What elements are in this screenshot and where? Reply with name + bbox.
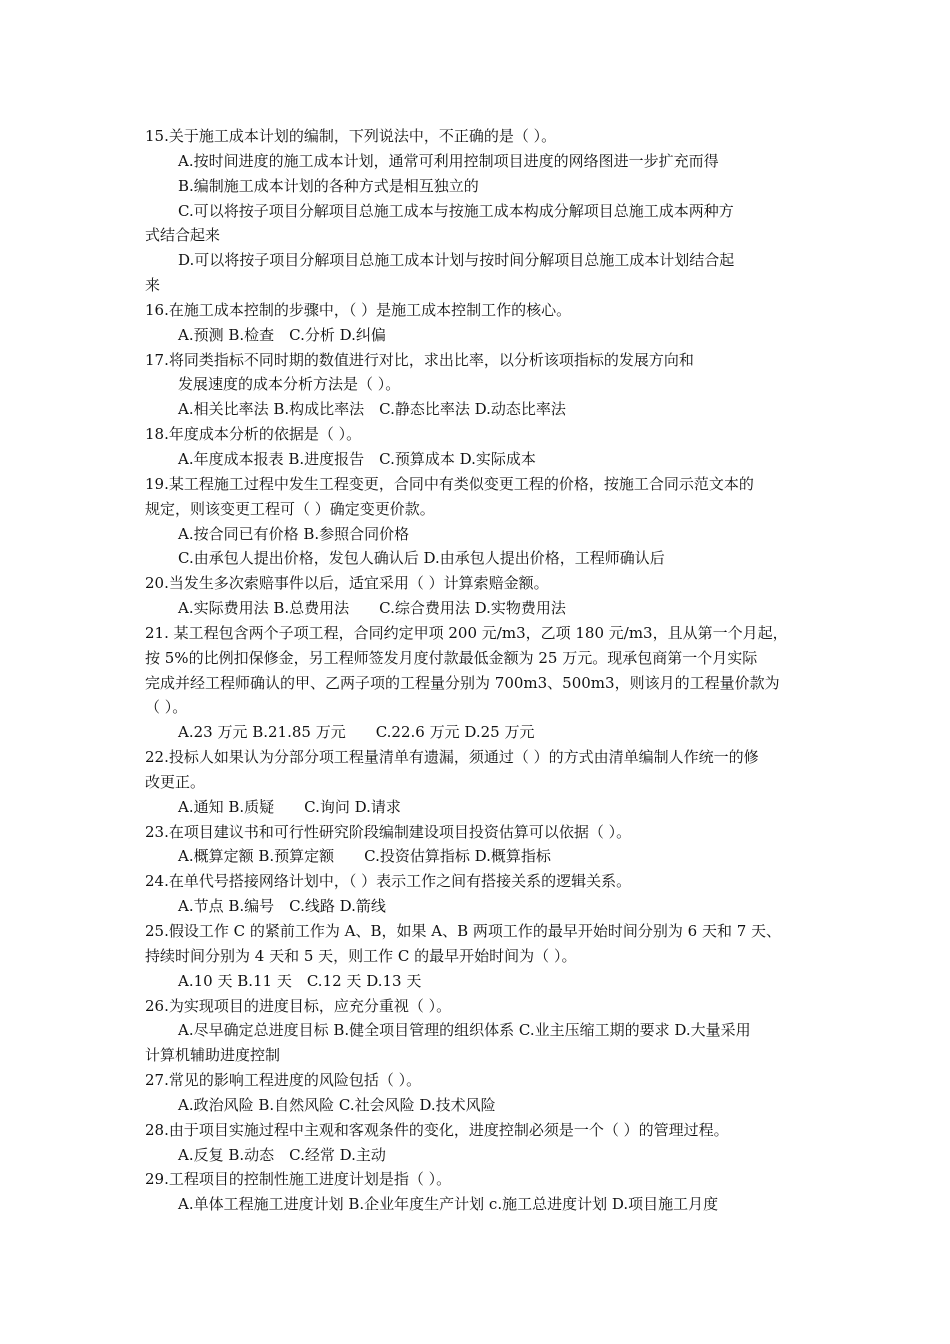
question-text-line: 24.在单代号搭接网络计划中，（ ）表示工作之间有搭接关系的逻辑关系。	[145, 872, 632, 891]
answer-option-line: C.可以将按子项目分解项目总施工成本与按施工成本构成分解项目总施工成本两种方	[178, 201, 734, 220]
answer-option-line: A.按合同已有价格 B.参照合同价格	[178, 524, 410, 543]
answer-option-line: A.按时间进度的施工成本计划，通常可利用控制项目进度的网络图进一步扩充而得	[178, 151, 719, 170]
question-text-line: 15.关于施工成本计划的编制，下列说法中，不正确的是（ ）。	[145, 127, 557, 145]
question-text-line: 17.将同类指标不同时期的数值进行对比，求出比率，以分析该项指标的发展方向和	[145, 350, 694, 369]
question-text-line: 18.年度成本分析的依据是（ ）。	[145, 425, 362, 444]
question-text-line: 按 5%的比例扣保修金，另工程师签发月度付款最低金额为 25 万元。现承包商第一个月实际	[145, 648, 758, 667]
question-text-line: 25.假设工作 C 的紧前工作为 A、B，如果 A、B 两项工作的最早开始时间分别为 6 天和 7 天、	[145, 922, 782, 940]
answer-option-line: A.政治风险 B.自然风险 C.社会风险 D.技术风险	[178, 1095, 496, 1114]
question-text-line: 20.当发生多次索赔事件以后，适宜采用（ ）计算索赔金额。	[145, 574, 549, 593]
answer-option-line: A.年度成本报表 B.进度报告 C.预算成本 D.实际成本	[178, 449, 536, 468]
answer-option-line: A.23 万元 B.21.85 万元 C.22.6 万元 D.25 万元	[178, 723, 535, 742]
answer-option-line: A.10 天 B.11 天 C.12 天 D.13 天	[178, 971, 422, 990]
answer-option-line: A.通知 B.质疑 C.询问 D.请求	[178, 797, 401, 816]
question-text-line: 22.投标人如果认为分部分项工程量清单有遗漏，须通过（ ）的方式由清单编制人作统一的修	[145, 748, 759, 767]
exam-questions-text	[145, 124, 810, 1217]
question-text-line: 持续时间分别为 4 天和 5 天，则工作 C 的最早开始时间为（ ）。	[145, 946, 577, 965]
answer-option-line: B.编制施工成本计划的各种方式是相互独立的	[178, 176, 479, 195]
question-text-line: 26.为实现项目的进度目标，应充分重视（ ）。	[145, 996, 452, 1015]
answer-option-line: A.预测 B.检查 C.分析 D.纠偏	[178, 325, 386, 344]
answer-option-line: A.概算定额 B.预算定额 C.投资估算指标 D.概算指标	[178, 847, 551, 866]
question-text-line: 19.某工程施工过程中发生工程变更，合同中有类似变更工程的价格，按施工合同示范文本的	[145, 474, 754, 493]
answer-option-line: A.节点 B.编号 C.线路 D.箭线	[178, 897, 386, 916]
question-text-line: 来	[145, 276, 161, 295]
answer-option-line: A.相关比率法 B.构成比率法 C.静态比率法 D.动态比率法	[178, 400, 566, 419]
question-text-line: 21. 某工程包含两个子项工程，合同约定甲项 200 元/m3，乙项 180 元/m3，且从第一个月起，	[145, 623, 788, 642]
question-text-line: 式结合起来	[145, 226, 221, 245]
answer-option-line: A.尽早确定总进度目标 B.健全项目管理的组织体系 C.业主压缩工期的要求 D.大量采用	[178, 1021, 751, 1040]
question-text-line: 27.常见的影响工程进度的风险包括（ ）。	[145, 1071, 422, 1090]
answer-option-line: C.由承包人提出价格，发包人确认后 D.由承包人提出价格，工程师确认后	[178, 549, 665, 568]
answer-option-line: A.实际费用法 B.总费用法 C.综合费用法 D.实物费用法	[178, 599, 566, 618]
answer-option-line: A.反复 B.动态 C.经常 D.主动	[178, 1145, 386, 1164]
question-text-line: 规定，则该变更工程可（ ）确定变更价款。	[145, 499, 435, 518]
question-text-line: 完成并经工程师确认的甲、乙两子项的工程量分别为 700m3、500m3，则该月的工程量价款为	[145, 673, 780, 692]
question-text-line: （ ）。	[145, 698, 188, 717]
question-text-line: 29.工程项目的控制性施工进度计划是指（ ）。	[145, 1170, 452, 1189]
question-text-line: 16.在施工成本控制的步骤中，（ ）是施工成本控制工作的核心。	[145, 300, 572, 319]
question-text-line: 改更正。	[145, 772, 206, 791]
question-text-line: 28.由于项目实施过程中主观和客观条件的变化，进度控制必须是一个（ ）的管理过程。	[145, 1120, 729, 1139]
answer-option-line: A.单体工程施工进度计划 B.企业年度生产计划 c.施工总进度计划 D.项目施工月度	[178, 1195, 719, 1214]
question-text-line: 23.在项目建议书和可行性研究阶段编制建设项目投资估算可以依据（ ）。	[145, 822, 632, 841]
question-text-line: 计算机辅助进度控制	[145, 1046, 281, 1065]
answer-option-line: D.可以将按子项目分解项目总施工成本计划与按时间分解项目总施工成本计划结合起	[178, 251, 735, 270]
answer-option-line: 发展速度的成本分析方法是（ ）。	[178, 375, 401, 394]
